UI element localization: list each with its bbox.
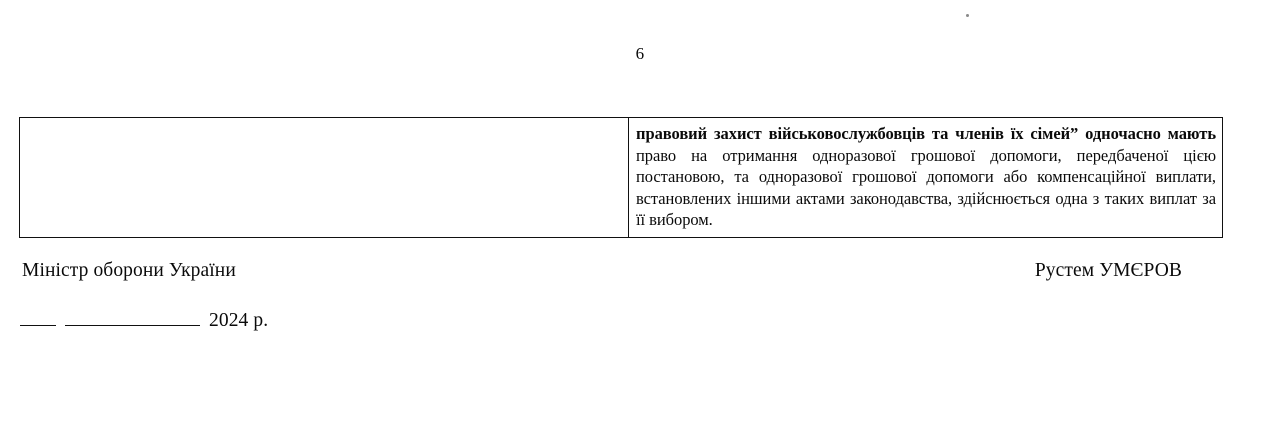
scan-artifact-dot [966, 14, 969, 17]
table-cell-right [629, 118, 1222, 237]
table-cell-right-body: право на отримання одноразової грошової допомоги, передбаченої цією постановою, та одноразової грошової допомоги або компенсаційної виплати, встановлених іншими актами законодавства, здійснюється одна з таких виплат за її вибором. [636, 145, 1216, 229]
continued-table [19, 117, 1223, 238]
page-number: 6 [635, 44, 645, 63]
table-cell-right-bold-lead: правовий захист військовослужбовців та членів їх сімей” одночасно мають [636, 124, 1216, 143]
signature-block [22, 258, 1182, 284]
date-day-blank [20, 308, 56, 326]
signatory-title: Міністр оборони України [22, 260, 236, 281]
date-year-label: 2024 р. [209, 310, 269, 331]
table-cell-left [20, 118, 629, 237]
date-line [20, 308, 268, 334]
table-cell-right-paragraph [636, 123, 1216, 231]
date-month-blank [65, 308, 200, 326]
signatory-name: Рустем УМЄРОВ [1034, 260, 1182, 281]
